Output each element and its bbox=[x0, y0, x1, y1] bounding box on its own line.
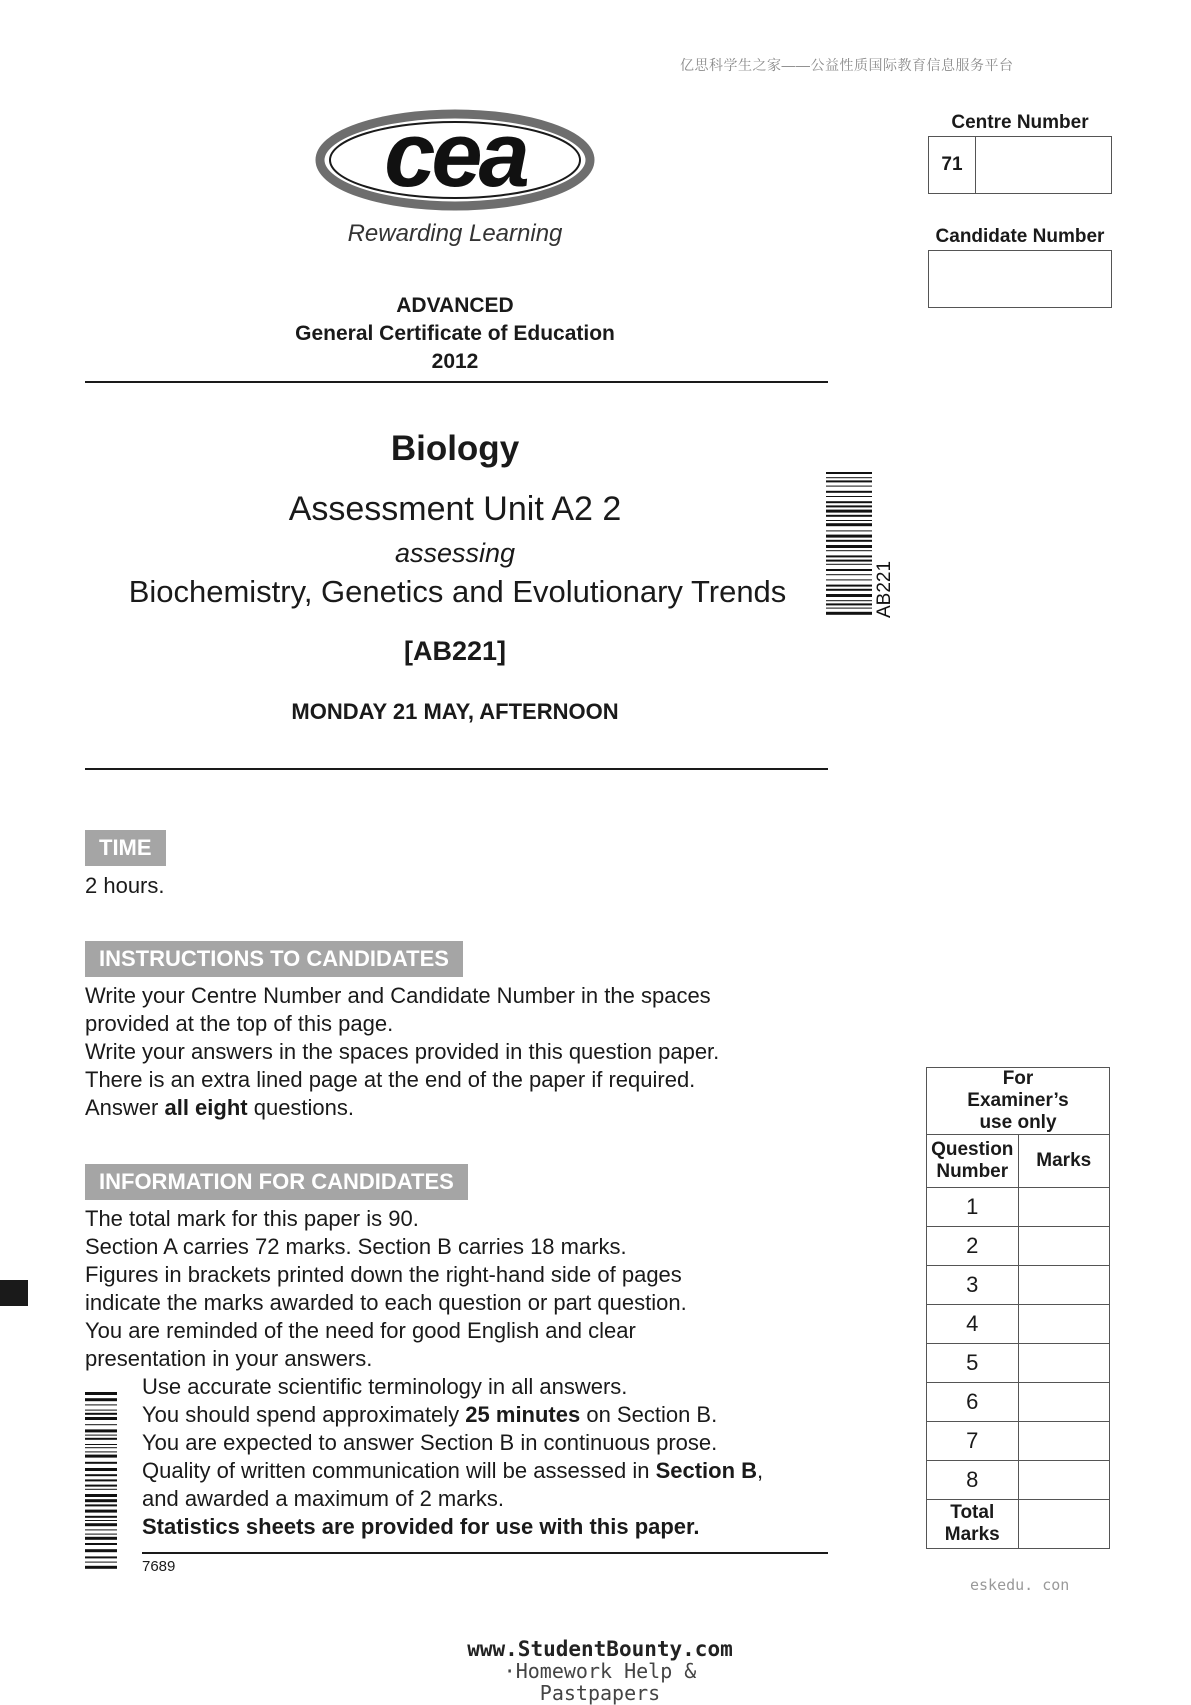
info-line bbox=[142, 1401, 842, 1429]
cea-logo-mark bbox=[310, 108, 600, 218]
marks-cell[interactable] bbox=[1018, 1266, 1110, 1305]
marks-cell[interactable] bbox=[1018, 1461, 1110, 1500]
title-block bbox=[85, 428, 825, 470]
info-line: The total mark for this paper is 90. bbox=[85, 1206, 419, 1231]
barcode-label-wrap bbox=[872, 548, 896, 618]
question-number: 7 bbox=[927, 1422, 1019, 1461]
marks-cell[interactable] bbox=[1018, 1227, 1110, 1266]
info-line bbox=[142, 1457, 842, 1485]
side-watermark: eskedu. con bbox=[970, 1576, 1070, 1594]
instruction-line bbox=[85, 1094, 845, 1122]
l2-post: on Section B. bbox=[580, 1402, 718, 1427]
info-line: presentation in your answers. bbox=[85, 1346, 373, 1371]
table-row bbox=[927, 1227, 1110, 1266]
instruction-line: There is an extra lined page at the end of the paper if required. bbox=[85, 1067, 696, 1092]
info-line: You are reminded of the need for good English and clear bbox=[85, 1318, 636, 1343]
logo-tagline: Rewarding Learning bbox=[347, 220, 563, 247]
candidate-number-label: Candidate Number bbox=[935, 226, 1105, 247]
examiner-table-wrap bbox=[926, 1067, 1110, 1549]
question-number: 1 bbox=[927, 1188, 1019, 1227]
marks-cell[interactable] bbox=[1018, 1305, 1110, 1344]
marks-cell[interactable] bbox=[1018, 1188, 1110, 1227]
header-divider bbox=[85, 381, 828, 383]
instructions-tag: INSTRUCTIONS TO CANDIDATES bbox=[85, 941, 463, 977]
question-number: 6 bbox=[927, 1383, 1019, 1422]
table-row bbox=[927, 1422, 1110, 1461]
info-line: indicate the marks awarded to each question or part question. bbox=[85, 1290, 687, 1315]
question-number: 4 bbox=[927, 1305, 1019, 1344]
exam-date: MONDAY 21 MAY, AFTERNOON bbox=[291, 699, 619, 724]
l4-post: , bbox=[757, 1458, 764, 1483]
centre-number-label: Centre Number bbox=[951, 112, 1089, 133]
bottom-watermark bbox=[440, 1638, 760, 1704]
marks-cell[interactable] bbox=[1018, 1422, 1110, 1461]
paper-barcode bbox=[826, 472, 872, 678]
table-row bbox=[927, 1461, 1110, 1500]
cea-logo bbox=[310, 108, 600, 258]
barcode-label: AB221 bbox=[874, 560, 895, 618]
question-number-header bbox=[927, 1135, 1019, 1188]
paper-code: [AB221] bbox=[403, 636, 507, 666]
instruction-line: Write your Centre Number and Candidate Number in the spaces bbox=[85, 983, 711, 1008]
information-text bbox=[85, 1205, 845, 1373]
instructions-text bbox=[85, 982, 845, 1122]
l4-bold: Section B bbox=[655, 1458, 758, 1483]
footer-code: 7689 bbox=[142, 1558, 176, 1575]
question-number-header-text: Question Number bbox=[931, 1139, 1014, 1182]
examiner-heading bbox=[927, 1068, 1110, 1135]
examiner-heading-text: For Examiner’s use only bbox=[967, 1068, 1069, 1133]
information-tag: INFORMATION FOR CANDIDATES bbox=[85, 1164, 468, 1200]
year: 2012 bbox=[431, 350, 479, 373]
marks-header: Marks bbox=[1018, 1135, 1110, 1188]
question-number: 8 bbox=[927, 1461, 1019, 1500]
time-tag: TIME bbox=[85, 830, 166, 866]
total-marks-cell[interactable] bbox=[1018, 1500, 1110, 1549]
question-number: 2 bbox=[927, 1227, 1019, 1266]
table-row bbox=[927, 1305, 1110, 1344]
logo-text: cea bbox=[384, 108, 526, 206]
examiner-table bbox=[926, 1067, 1110, 1549]
marks-cell[interactable] bbox=[1018, 1344, 1110, 1383]
side-barcode-bars bbox=[85, 1392, 117, 1592]
answer-bold: all eight bbox=[164, 1095, 248, 1120]
question-number: 5 bbox=[927, 1344, 1019, 1383]
info-line: Figures in brackets printed down the right-hand side of pages bbox=[85, 1262, 682, 1287]
title-divider bbox=[85, 768, 828, 770]
bottom-watermark-url: www.StudentBounty.com bbox=[467, 1637, 733, 1661]
info-line: Statistics sheets are provided for use with this paper. bbox=[142, 1514, 700, 1539]
total-marks-label-text: Total Marks bbox=[944, 1502, 1000, 1545]
instruction-line: provided at the top of this page. bbox=[85, 1011, 394, 1036]
l2-pre: You should spend approximately bbox=[142, 1402, 466, 1427]
answer-suffix: questions. bbox=[247, 1095, 355, 1120]
l4-pre: Quality of written communication will be assessed in bbox=[142, 1458, 656, 1483]
time-value: 2 hours. bbox=[85, 873, 165, 898]
table-row bbox=[927, 1266, 1110, 1305]
barcode-bars bbox=[826, 472, 872, 678]
l2-bold: 25 minutes bbox=[465, 1402, 581, 1427]
unit-title: Assessment Unit A2 2 bbox=[288, 490, 622, 528]
topic-title: Biochemistry, Genetics and Evolutionary Trends bbox=[128, 574, 787, 609]
qualification: General Certificate of Education bbox=[295, 322, 615, 345]
info-line: Section A carries 72 marks. Section B carries 18 marks. bbox=[85, 1234, 627, 1259]
registration-mark bbox=[0, 1280, 28, 1306]
question-number: 3 bbox=[927, 1266, 1019, 1305]
information-indented bbox=[142, 1373, 842, 1541]
instruction-line: Write your answers in the spaces provided in this question paper. bbox=[85, 1039, 720, 1064]
candidate-number-field[interactable] bbox=[928, 250, 1112, 308]
table-row bbox=[927, 1383, 1110, 1422]
info-line: and awarded a maximum of 2 marks. bbox=[142, 1486, 504, 1511]
subject-title: Biology bbox=[390, 429, 520, 468]
side-barcode bbox=[85, 1392, 117, 1592]
total-marks-label bbox=[927, 1500, 1019, 1549]
info-line: You are expected to answer Section B in continuous prose. bbox=[142, 1430, 718, 1455]
centre-number-prefix: 71 bbox=[929, 137, 976, 193]
centre-number-field[interactable] bbox=[928, 136, 1112, 194]
level: ADVANCED bbox=[396, 294, 514, 317]
bottom-watermark-sub: ·Homework Help & Pastpapers bbox=[503, 1659, 697, 1705]
footer-divider bbox=[142, 1552, 828, 1554]
marks-cell[interactable] bbox=[1018, 1383, 1110, 1422]
table-row bbox=[927, 1188, 1110, 1227]
table-row bbox=[927, 1344, 1110, 1383]
exam-header bbox=[85, 292, 825, 376]
assessing-text: assessing bbox=[394, 538, 516, 568]
total-row bbox=[927, 1500, 1110, 1549]
top-watermark: 亿思科学生之家——公益性质国际教育信息服务平台 bbox=[680, 57, 1014, 73]
info-line: Use accurate scientific terminology in all answers. bbox=[142, 1374, 628, 1399]
answer-prefix: Answer bbox=[85, 1095, 165, 1120]
